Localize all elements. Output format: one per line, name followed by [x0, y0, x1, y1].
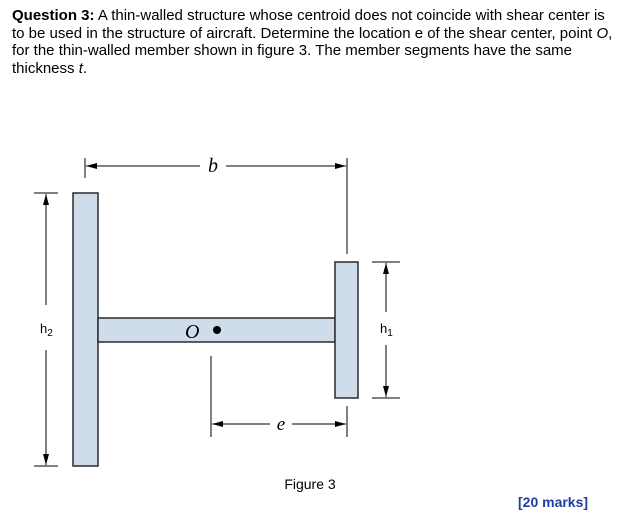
marks-label: [20 marks] — [518, 494, 589, 510]
b-label: b — [208, 155, 218, 177]
e-arrow-right — [335, 421, 346, 427]
h1-letter: h — [380, 321, 388, 336]
thickness-symbol: t — [78, 59, 83, 77]
e-arrow-left — [212, 421, 223, 427]
e-label: e — [276, 414, 286, 435]
h1-subscript: 1 — [387, 328, 393, 339]
h1-label — [380, 321, 393, 339]
question-body-2: , for the thin-walled member shown in figure 3. The member segments have the same thickness — [12, 24, 613, 77]
h2-letter: h — [40, 321, 48, 336]
h1-arrow-bottom — [383, 386, 389, 397]
h2-label — [40, 321, 53, 339]
centroid-dot — [213, 326, 221, 334]
right-flange — [335, 262, 358, 398]
question-end: . — [82, 59, 88, 77]
point-symbol: O — [596, 24, 609, 42]
b-arrow-right — [335, 163, 346, 169]
h1-arrow-top — [383, 263, 389, 274]
h2-arrow-top — [43, 194, 49, 205]
shear-center-label: O — [185, 321, 200, 343]
question-body-1: A thin-walled structure whose centroid does not coincide with shear center is to be used in the structure of aircraft. Determine the location e of the shear center, point — [12, 7, 605, 42]
h2-arrow-bottom — [43, 454, 49, 465]
b-arrow-left — [86, 163, 97, 169]
figure-caption: Figure 3 — [284, 476, 336, 492]
h2-subscript: 2 — [47, 328, 53, 339]
question-label: Question 3: — [12, 7, 95, 24]
left-flange — [73, 193, 98, 466]
